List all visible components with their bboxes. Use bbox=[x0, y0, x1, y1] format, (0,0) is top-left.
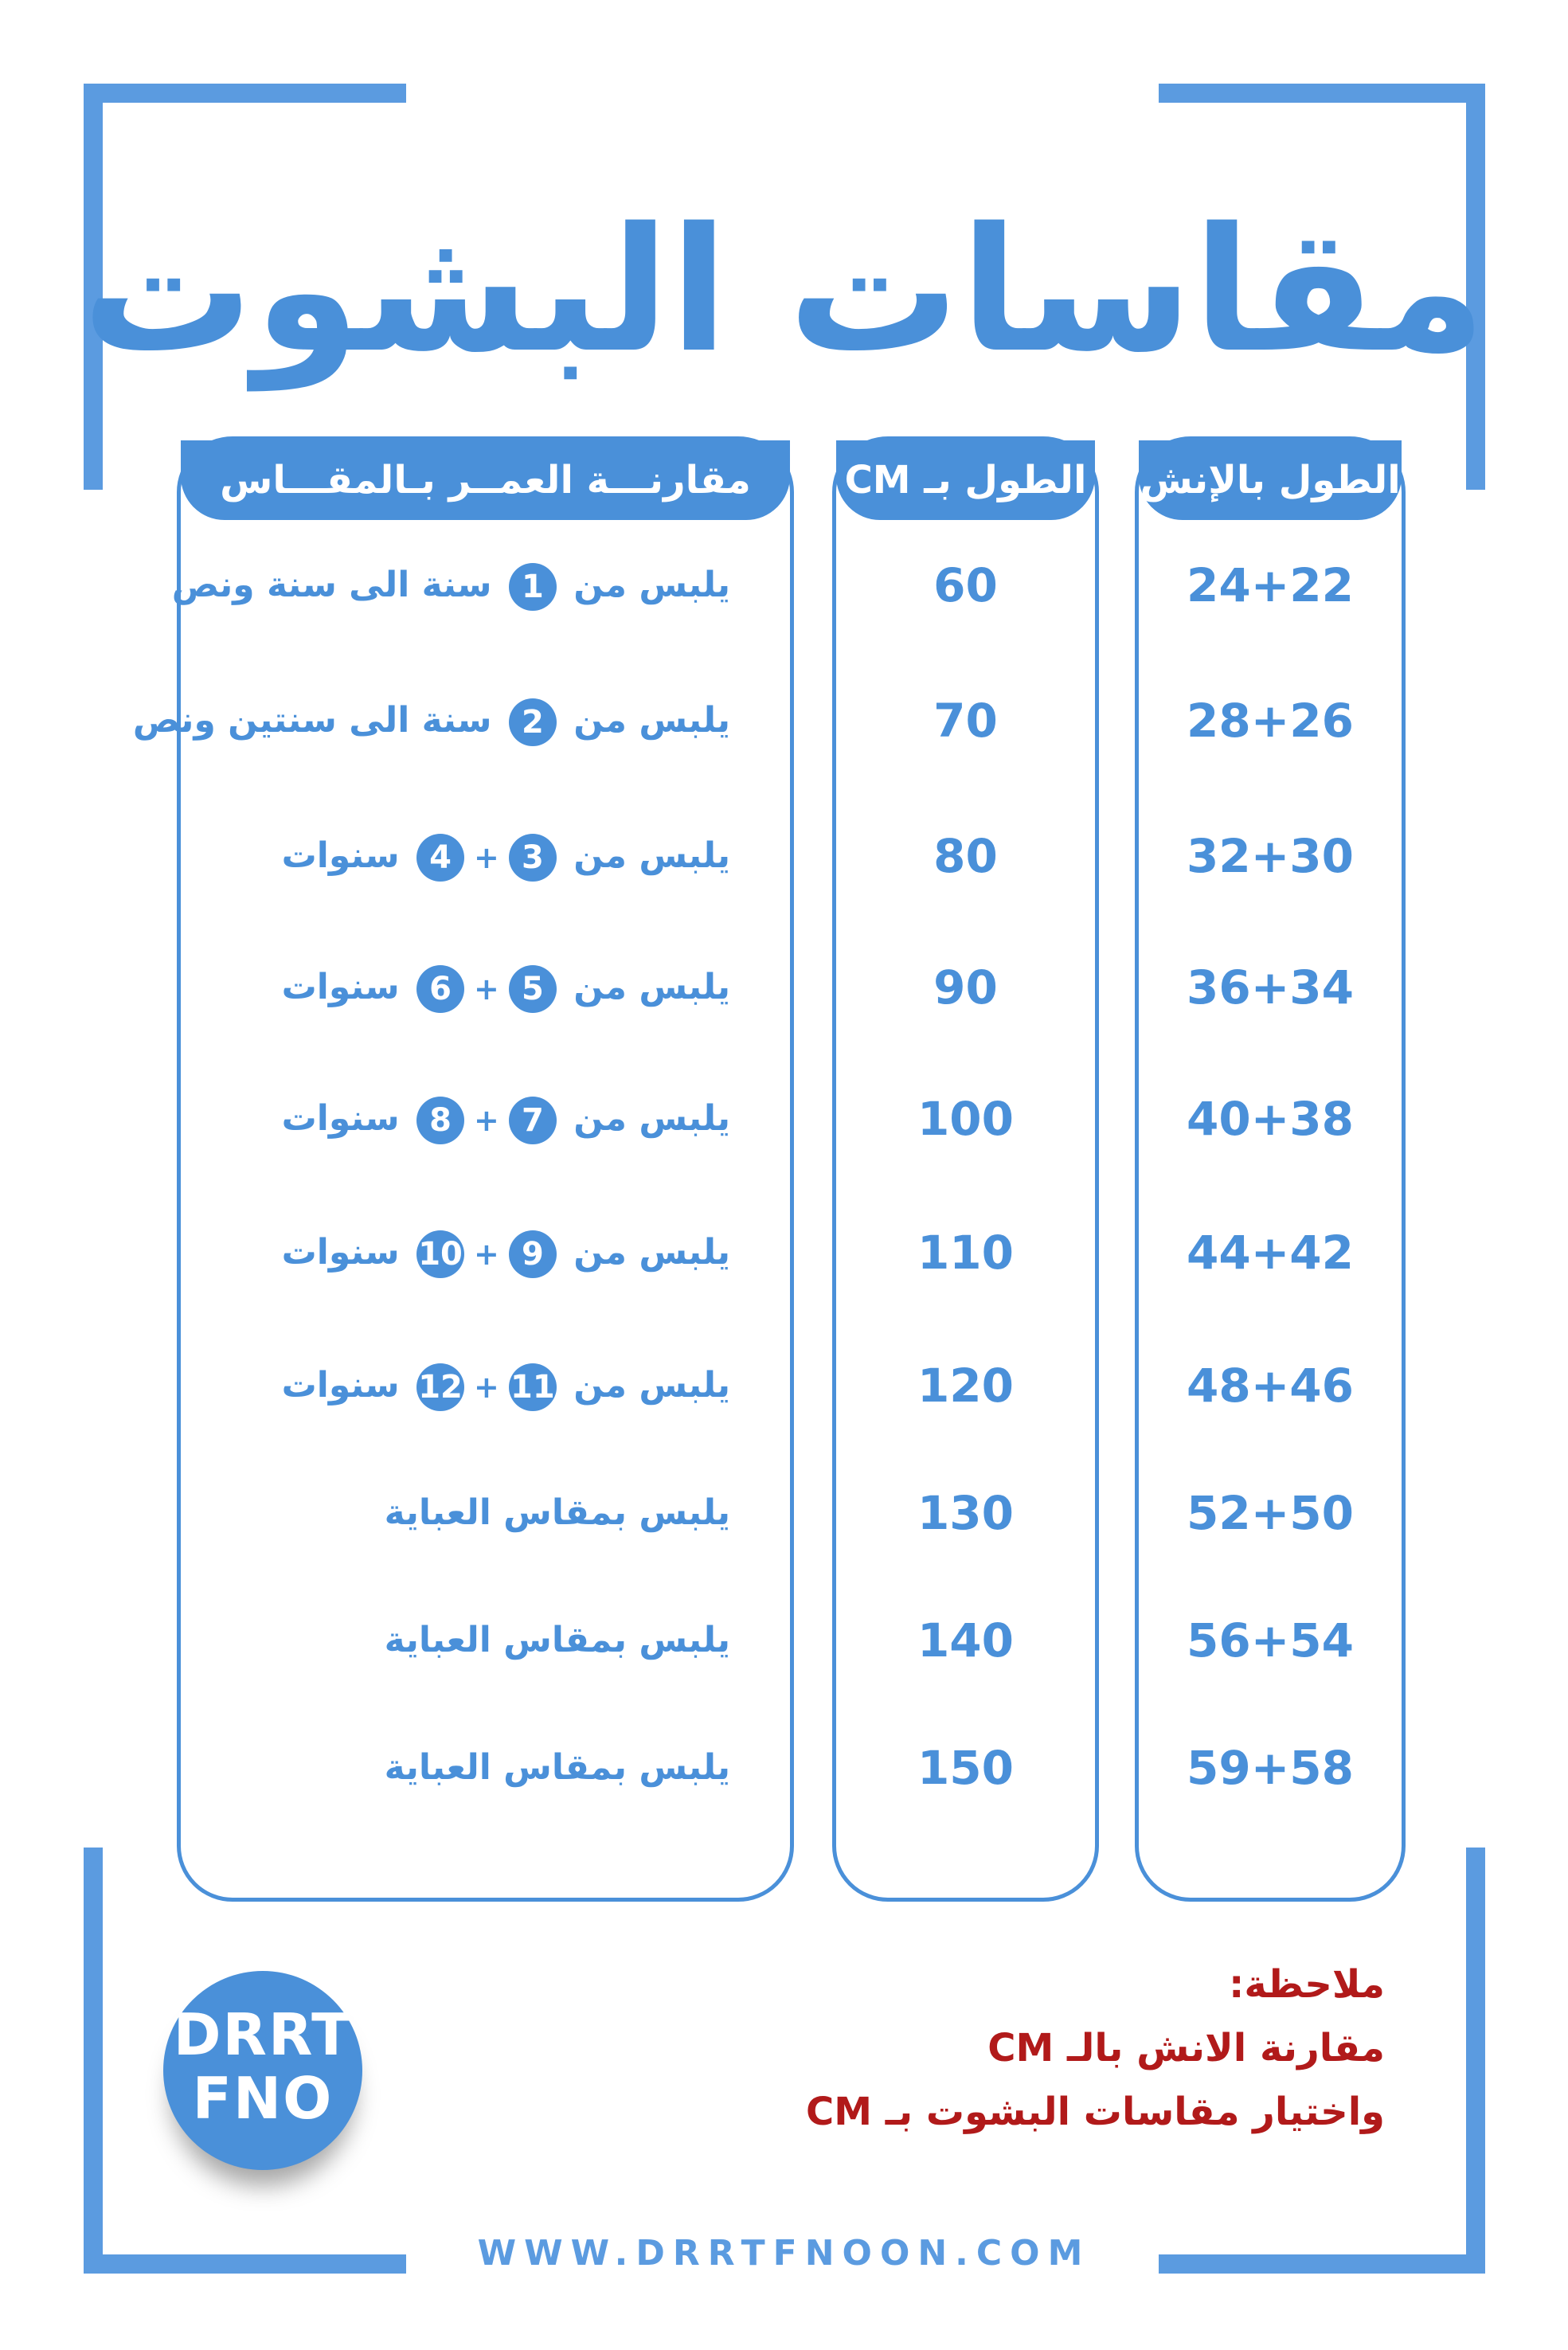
inch-value: 28+26 bbox=[1186, 694, 1355, 748]
age-value bbox=[132, 689, 790, 753]
age-suffix: سنوات bbox=[281, 1232, 400, 1273]
page-title: مقاسات البشوت bbox=[81, 190, 1487, 390]
age-column bbox=[132, 436, 794, 1902]
inch-value: 44+42 bbox=[1186, 1226, 1355, 1280]
logo-text-bottom: FNO bbox=[192, 2065, 334, 2132]
frame-corner-top-left-h bbox=[84, 84, 406, 103]
brand-logo bbox=[163, 1971, 362, 2170]
age-number-badge: 6 bbox=[416, 965, 464, 1013]
age-prefix: يلبس من bbox=[573, 835, 730, 876]
age-prefix: يلبس من bbox=[573, 565, 730, 605]
age-number-badge: 4 bbox=[416, 834, 464, 882]
age-value bbox=[171, 553, 790, 617]
age-value bbox=[181, 1354, 790, 1417]
inch-value: 56+54 bbox=[1186, 1613, 1355, 1668]
age-number-badge: 11 bbox=[509, 1363, 557, 1411]
age-value bbox=[181, 1481, 790, 1545]
age-range-text: سنة الى سنتين ونص bbox=[132, 700, 492, 741]
age-range-text: سنة الى سنة ونص bbox=[171, 565, 492, 605]
age-value bbox=[181, 1087, 790, 1151]
inch-value: 24+22 bbox=[1186, 558, 1355, 612]
age-prefix: يلبس من bbox=[573, 1232, 730, 1273]
age-number-badge: 12 bbox=[416, 1363, 464, 1411]
age-number-badge: 2 bbox=[509, 698, 557, 746]
age-number-badge: 8 bbox=[416, 1097, 464, 1144]
age-number-badge: 5 bbox=[509, 965, 557, 1013]
inch-value: 52+50 bbox=[1186, 1486, 1355, 1540]
note-line-2: واختيار مقاسات البشوت بـ CM bbox=[806, 2090, 1385, 2134]
plus-sign: + bbox=[474, 972, 499, 1007]
age-prefix: يلبس من bbox=[573, 1365, 730, 1406]
age-text: يلبس بمقاس العباية bbox=[384, 1620, 730, 1660]
footer-url: WWW.DRRTFNOON.COM bbox=[477, 2233, 1091, 2274]
age-text: يلبس بمقاس العباية bbox=[384, 1492, 730, 1533]
plus-sign: + bbox=[474, 840, 499, 875]
plus-sign: + bbox=[474, 1237, 499, 1272]
logo-text-top: DRRT bbox=[173, 2001, 353, 2068]
cm-value: 60 bbox=[933, 558, 998, 612]
cm-value: 150 bbox=[917, 1741, 1015, 1795]
inch-value: 59+58 bbox=[1186, 1741, 1355, 1795]
cm-value: 130 bbox=[917, 1486, 1015, 1540]
age-number-badge: 9 bbox=[509, 1230, 557, 1278]
age-suffix: سنوات bbox=[281, 1098, 400, 1139]
frame-corner-top-right-h bbox=[1159, 84, 1485, 103]
cm-value: 90 bbox=[933, 960, 998, 1015]
age-number-badge: 10 bbox=[416, 1230, 464, 1278]
age-column-header: مقارنـــة العمــر بـالمقـــاس bbox=[181, 440, 790, 520]
age-number-badge: 7 bbox=[509, 1097, 557, 1144]
inch-value: 32+30 bbox=[1186, 829, 1355, 883]
age-suffix: سنوات bbox=[281, 835, 400, 876]
age-value bbox=[181, 1736, 790, 1800]
age-prefix: يلبس من bbox=[573, 700, 730, 741]
age-suffix: سنوات bbox=[281, 1365, 400, 1406]
note-label: ملاحظة: bbox=[1229, 1962, 1385, 2007]
age-value bbox=[181, 824, 790, 888]
inch-column-header: الطول بالإنش bbox=[1139, 440, 1402, 520]
inch-column bbox=[1135, 436, 1406, 1902]
cm-value: 120 bbox=[917, 1359, 1015, 1413]
age-suffix: سنوات bbox=[281, 967, 400, 1007]
age-prefix: يلبس من bbox=[573, 967, 730, 1007]
age-number-badge: 1 bbox=[509, 563, 557, 611]
inch-value: 48+46 bbox=[1186, 1359, 1355, 1413]
frame-corner-bottom-left-v bbox=[84, 1848, 103, 2274]
cm-value: 80 bbox=[933, 829, 998, 883]
cm-value: 100 bbox=[917, 1092, 1015, 1146]
age-value bbox=[181, 1609, 790, 1672]
cm-value: 110 bbox=[917, 1226, 1015, 1280]
plus-sign: + bbox=[474, 1370, 499, 1405]
cm-column-header: الطول بـ CM bbox=[836, 440, 1095, 520]
cm-value: 70 bbox=[933, 694, 998, 748]
frame-corner-bottom-right-v bbox=[1466, 1848, 1485, 2274]
age-value bbox=[181, 956, 790, 1019]
inch-value: 36+34 bbox=[1186, 960, 1355, 1015]
cm-value: 140 bbox=[917, 1613, 1015, 1668]
inch-value: 40+38 bbox=[1186, 1092, 1355, 1146]
age-value bbox=[181, 1221, 790, 1284]
age-number-badge: 3 bbox=[509, 834, 557, 882]
age-prefix: يلبس من bbox=[573, 1098, 730, 1139]
age-text: يلبس بمقاس العباية bbox=[384, 1747, 730, 1788]
note-line-1: مقارنة الانش بالـ CM bbox=[987, 2026, 1385, 2070]
plus-sign: + bbox=[474, 1103, 499, 1138]
cm-column bbox=[832, 436, 1099, 1902]
